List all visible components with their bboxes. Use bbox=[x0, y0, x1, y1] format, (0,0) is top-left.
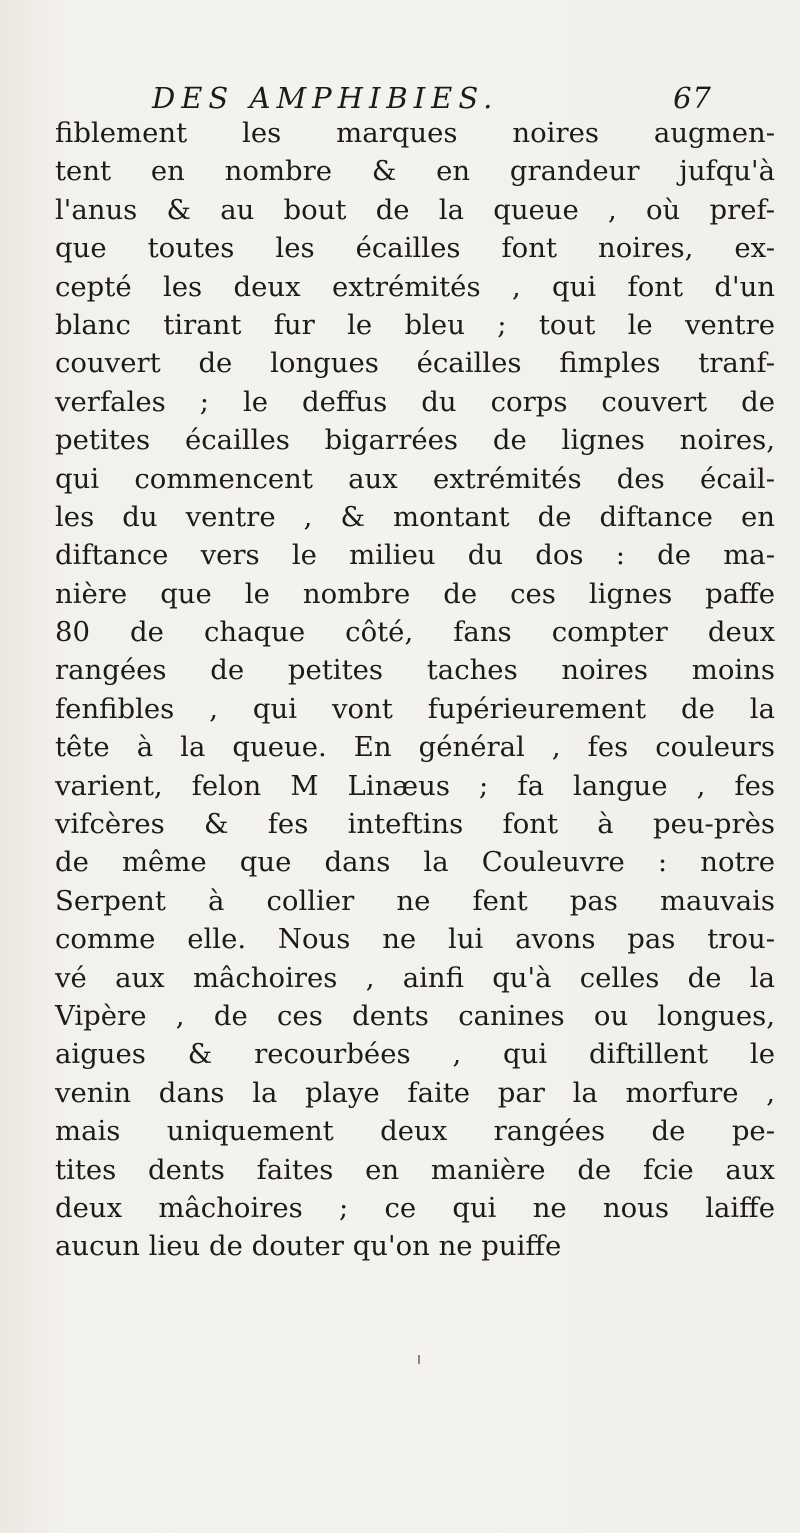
print-speck bbox=[418, 1355, 420, 1364]
text-line: nière que le nombre de ces lignes paffe bbox=[55, 577, 775, 610]
text-line: mais uniquement deux rangées de pe- bbox=[55, 1115, 775, 1148]
text-line: deux mâchoires ; ce qui ne nous laiffe bbox=[55, 1191, 775, 1224]
running-head-title: DES AMPHIBIES. bbox=[152, 81, 499, 115]
text-line: tites dents faites en manière de fcie aux bbox=[55, 1153, 775, 1186]
text-line: que toutes les écailles font noires, ex- bbox=[55, 232, 775, 265]
text-line: aigues & recourbées , qui diftillent le bbox=[55, 1038, 775, 1071]
text-line: vifcères & fes inteftins font à peu-près bbox=[55, 808, 775, 841]
text-line: fenfibles , qui vont fupérieurement de la bbox=[55, 692, 775, 725]
text-line: tent en nombre & en grandeur jufqu'à bbox=[55, 155, 775, 188]
text-line: blanc tirant fur le bleu ; tout le ventre bbox=[55, 308, 775, 341]
text-line: couvert de longues écailles fimples tranf- bbox=[55, 347, 775, 380]
text-line: les du ventre , & montant de diftance en bbox=[55, 500, 775, 533]
text-line: Vipère , de ces dents canines ou longues, bbox=[55, 999, 775, 1032]
body-text bbox=[55, 114, 775, 1266]
text-line: tête à la queue. En général , fes couleurs bbox=[55, 731, 775, 764]
text-line: aucun lieu de douter qu'on ne puiffe bbox=[55, 1230, 562, 1263]
text-line: 80 de chaque côté, fans compter deux bbox=[55, 616, 775, 649]
text-line: vé aux mâchoires , ainfi qu'à celles de la bbox=[55, 961, 775, 994]
text-line: de même que dans la Couleuvre : notre bbox=[55, 846, 775, 879]
text-line: verfales ; le deffus du corps couvert de bbox=[55, 385, 775, 418]
text-line: cepté les deux extrémités , qui font d'un bbox=[55, 270, 775, 303]
text-line: venin dans la playe faite par la morfure , bbox=[55, 1076, 775, 1109]
text-line: rangées de petites taches noires moins bbox=[55, 654, 775, 687]
text-line: comme elle. Nous ne lui avons pas trou- bbox=[55, 923, 775, 956]
text-line: petites écailles bigarrées de lignes noires, bbox=[55, 424, 775, 457]
text-line: fiblement les marques noires augmen- bbox=[55, 117, 775, 149]
text-line: l'anus & au bout de la queue , où pref- bbox=[55, 193, 775, 226]
text-line: varient, felon M Linæus ; fa langue , fes bbox=[55, 769, 775, 802]
text-line: qui commencent aux extrémités des écail- bbox=[55, 462, 775, 495]
text-line: Serpent à collier ne fent pas mauvais bbox=[55, 884, 775, 917]
page-number: 67 bbox=[673, 81, 712, 115]
text-line: diftance vers le milieu du dos : de ma- bbox=[55, 539, 775, 572]
running-head bbox=[152, 78, 712, 118]
